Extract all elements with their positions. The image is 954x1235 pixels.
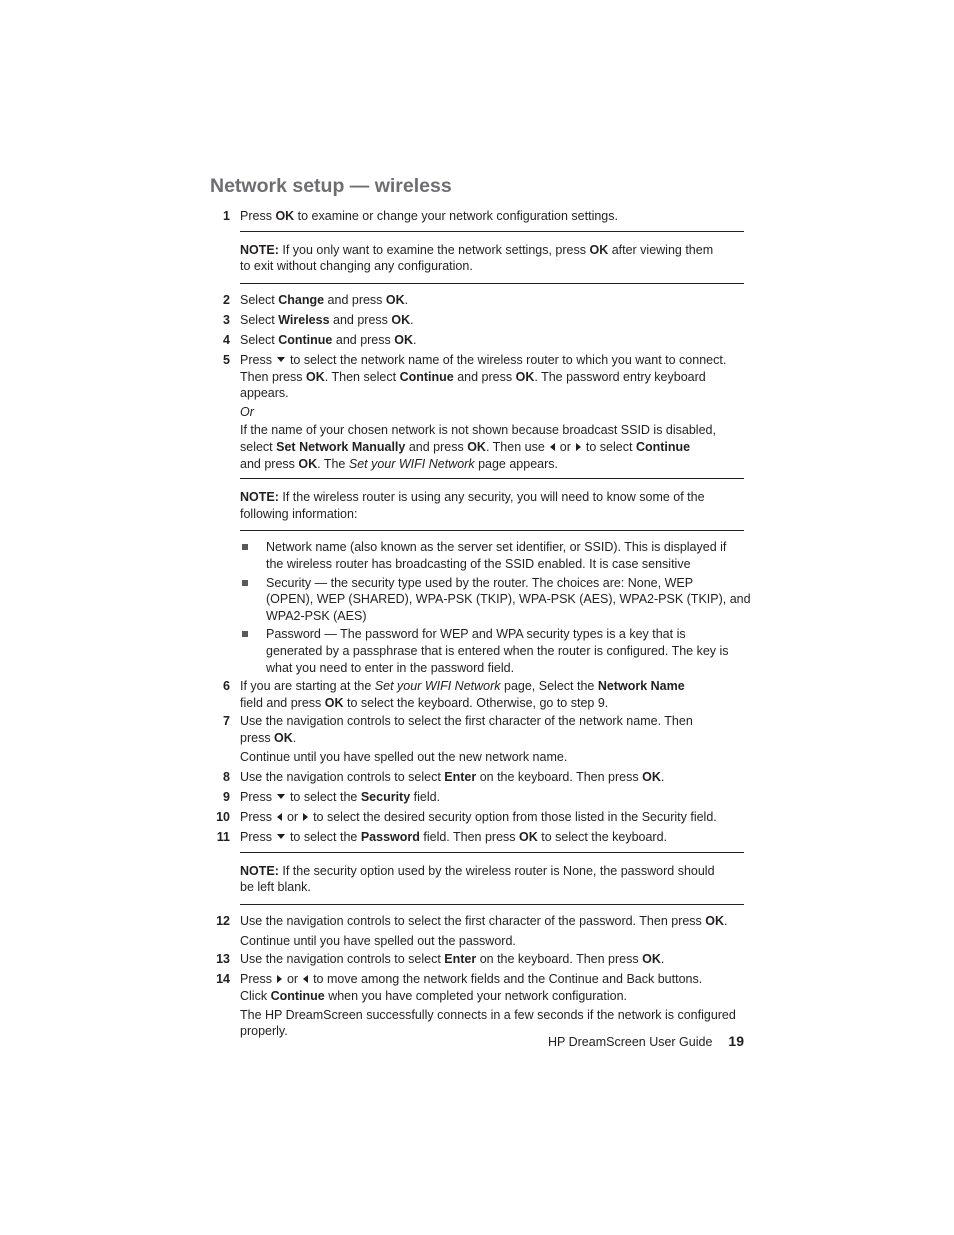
left-arrow-icon [550, 443, 555, 451]
right-arrow-icon [576, 443, 581, 451]
step-5: 5 Press to select the network name of the wireless router to which you want to connect. Then press OK. Then select Continue and press OK. The password entry keyboard appears. Or If the name of your chosen network is not shown because broadcast SSID is disabled, select Set Network Manually and press OK. Then use or to select Continue and press OK. The Set your WIFI Network page appears. [210, 352, 744, 472]
step-number: 7 [223, 714, 230, 729]
right-arrow-icon [303, 813, 308, 821]
list-item: Password — The password for WEP and WPA security types is a key that is generated by a passphrase that is entered when the router is configured. The key is what you need to enter in the password field. [210, 626, 744, 676]
step-number: 4 [223, 332, 230, 347]
down-arrow-icon [277, 357, 285, 362]
step-13: 13 Use the navigation controls to select Enter on the keyboard. Then press OK. [210, 951, 744, 968]
note-box: NOTE: If the wireless router is using any security, you will need to know some of the following information: [240, 478, 744, 531]
square-bullet-icon [242, 631, 248, 637]
down-arrow-icon [277, 794, 285, 799]
step-number: 10 [216, 809, 230, 824]
page-number: 19 [728, 1033, 744, 1049]
step-10: 10 Press or to select the desired security option from those listed in the Security field. [210, 809, 744, 826]
page-footer [210, 1033, 744, 1051]
down-arrow-icon [277, 834, 285, 839]
step-11: 11 Press to select the Password field. Then press OK to select the keyboard. [210, 829, 744, 846]
square-bullet-icon [242, 580, 248, 586]
note-box: NOTE: If you only want to examine the network settings, press OK after viewing them to exit without changing any configuration. [240, 231, 744, 284]
right-arrow-icon [277, 975, 282, 983]
list-item: Security — the security type used by the router. The choices are: None, WEP (OPEN), WEP (SHARED), WPA-PSK (TKIP), WPA-PSK (AES), WPA2-PSK (TKIP), and WPA2-PSK (AES) [210, 575, 744, 625]
step-number: 8 [223, 769, 230, 784]
square-bullet-icon [242, 544, 248, 550]
step-14: 14 Press or to move among the network fields and the Continue and Back buttons. Click Continue when you have completed your network configuration. The HP DreamScreen successfully connects in a few seconds if the network is configured properly. [210, 971, 744, 1039]
step-number: 1 [223, 209, 230, 223]
step-12: 12 Use the navigation controls to select the first character of the password. Then press OK. Continue until you have spelled out the password. [210, 913, 744, 950]
step-number: 3 [223, 312, 230, 327]
step-number: 2 [223, 292, 230, 307]
step-number: 11 [216, 829, 230, 844]
guide-title: HP DreamScreen User Guide [548, 1035, 713, 1049]
step-4: 4 Select Continue and press OK. [210, 332, 744, 349]
step-number: 14 [216, 972, 230, 987]
step-number: 9 [223, 789, 230, 804]
step-3: 3 Select Wireless and press OK. [210, 312, 744, 329]
note-box: NOTE: If the security option used by the wireless router is None, the password should be left blank. [240, 852, 744, 905]
step-number: 6 [223, 679, 230, 694]
step-9: 9 Press to select the Security field. [210, 789, 744, 806]
instructions [210, 208, 751, 1040]
list-item: Network name (also known as the server set identifier, or SSID). This is displayed if the wireless router has broadcasting of the SSID enabled. It is case sensitive [210, 539, 744, 572]
step-1: 1 Press OK to examine or change your network configuration settings. [210, 208, 744, 225]
step-7: 7 Use the navigation controls to select the first character of the network name. Then press OK. Continue until you have spelled out the new network name. [210, 713, 744, 765]
step-number: 12 [216, 913, 230, 928]
step-6: 6 If you are starting at the Set your WIFI Network page, Select the Network Name field and press OK to select the keyboard. Otherwise, go to step 9. [210, 678, 744, 711]
left-arrow-icon [303, 975, 308, 983]
step-8: 8 Use the navigation controls to select Enter on the keyboard. Then press OK. [210, 769, 744, 786]
page-title: Network setup — wireless [210, 175, 452, 197]
step-number: 13 [216, 952, 230, 967]
left-arrow-icon [277, 813, 282, 821]
step-2: 2 Select Change and press OK. [210, 292, 744, 309]
step-number: 5 [223, 353, 230, 368]
